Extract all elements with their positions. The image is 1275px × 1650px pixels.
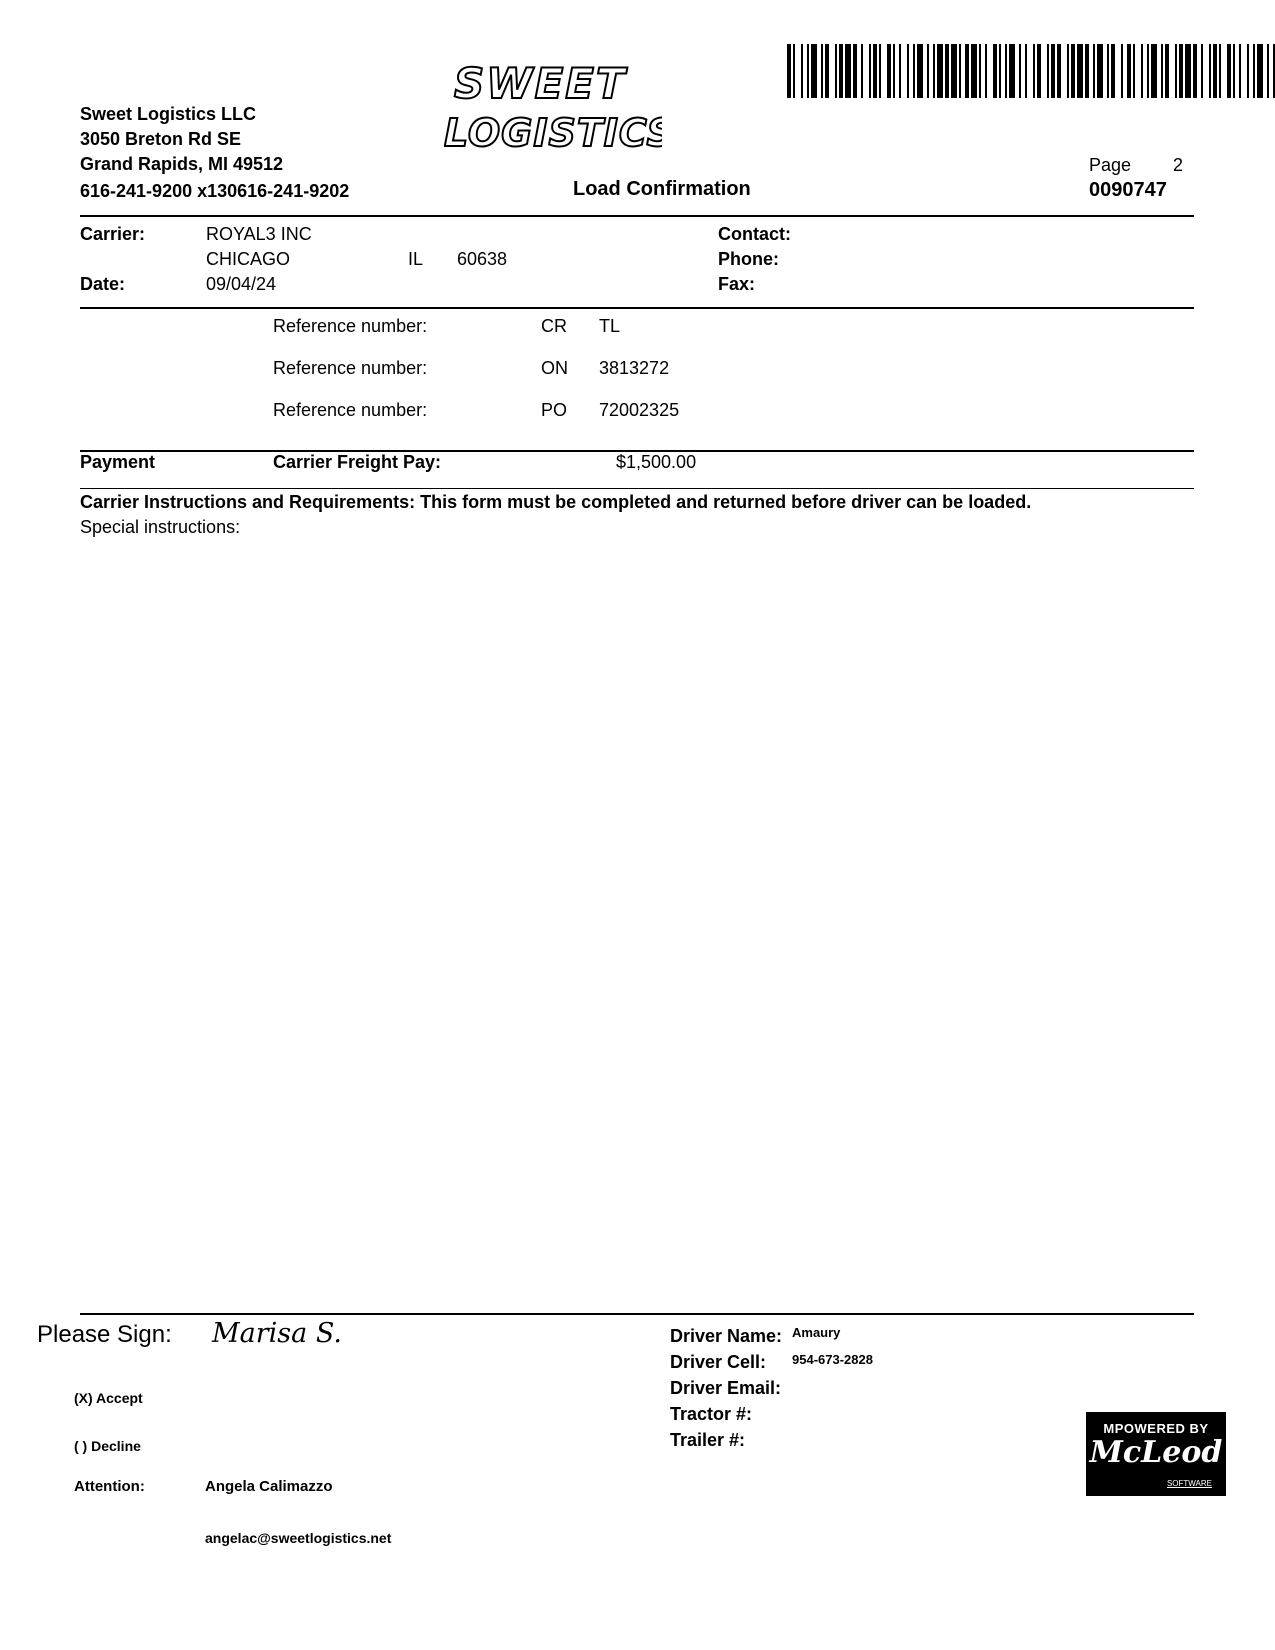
barcode-bar <box>1037 44 1041 98</box>
badge-brand-text: McLeod <box>1089 1435 1223 1470</box>
signature-divider <box>80 1313 1194 1315</box>
barcode-bar <box>999 44 1001 98</box>
carrier-freight-pay-amount: $1,500.00 <box>616 452 697 472</box>
barcode-bar <box>1107 44 1109 98</box>
date-value: 09/04/24 <box>206 274 277 294</box>
barcode-bar <box>869 44 871 98</box>
barcode-bar <box>845 44 851 98</box>
barcode-bar <box>1151 44 1157 98</box>
barcode-bar <box>1141 44 1143 98</box>
barcode-bar <box>1257 44 1263 98</box>
barcode-bar <box>787 44 791 98</box>
carrier-label: Carrier: <box>80 224 146 244</box>
carrier-state: IL <box>408 249 424 269</box>
driver-name-label: Driver Name: <box>670 1326 783 1346</box>
instructions-heading: Carrier Instructions and Requirements: This form must be completed and returned before driver can be loaded. <box>80 492 1032 512</box>
barcode-bar <box>1219 44 1221 98</box>
barcode-bar <box>1185 44 1191 98</box>
header-divider <box>80 215 1194 217</box>
barcode-bar <box>821 44 823 98</box>
reference-type: CR <box>541 316 567 336</box>
payment-label: Payment <box>80 452 156 472</box>
svg-text:SWEET: SWEET <box>454 59 627 108</box>
page-number: 2 <box>1173 155 1184 175</box>
svg-text:LOGISTICS: LOGISTICS <box>444 111 662 155</box>
tractor-label: Tractor #: <box>670 1404 753 1424</box>
barcode-bar <box>1201 44 1203 98</box>
barcode-bar <box>1175 44 1177 98</box>
barcode-bar <box>853 44 857 98</box>
barcode-bar <box>1165 44 1169 98</box>
barcode-bar <box>913 44 915 98</box>
barcode-bar <box>1019 44 1021 98</box>
barcode-bar <box>839 44 843 98</box>
barcode-bar <box>1161 44 1163 98</box>
barcode-bar <box>861 44 863 98</box>
barcode-bar <box>1209 44 1211 98</box>
accept-option[interactable]: (X) Accept <box>74 1390 143 1406</box>
driver-cell: 954-673-2828 <box>792 1352 873 1367</box>
date-label: Date: <box>80 274 126 294</box>
barcode-bar <box>959 44 961 98</box>
carrier-divider <box>80 307 1194 309</box>
barcode-bar <box>893 44 895 98</box>
contact-label: Contact: <box>718 224 791 244</box>
barcode-bar <box>1097 44 1103 98</box>
company-street: 3050 Breton Rd SE <box>80 129 242 149</box>
special-instructions-label: Special instructions: <box>80 517 241 537</box>
barcode-bar <box>1239 44 1241 98</box>
barcode-bar <box>1111 44 1115 98</box>
barcode-bar <box>933 44 935 98</box>
barcode-bar <box>965 44 969 98</box>
barcode-bar <box>1067 44 1069 98</box>
barcode-bar <box>1253 44 1255 98</box>
company-phone-fax: 616-241-9200 x130616-241-9202 <box>80 181 350 201</box>
barcode-bar <box>899 44 901 98</box>
barcode-bar <box>1133 44 1135 98</box>
barcode-bar <box>1047 44 1049 98</box>
barcode-bar <box>1057 44 1061 98</box>
barcode-bar <box>1213 44 1217 98</box>
barcode-bar <box>807 44 809 98</box>
page-title: Load Confirmation <box>573 178 751 200</box>
page-label: Page <box>1089 155 1132 175</box>
barcode-bar <box>927 44 929 98</box>
reference-value: 3813272 <box>599 358 670 378</box>
barcode-bar <box>985 44 987 98</box>
barcode-bar <box>1121 44 1123 98</box>
company-name: Sweet Logistics LLC <box>80 104 257 124</box>
please-sign-label: Please Sign: <box>37 1321 172 1348</box>
company-city: Grand Rapids, MI 49512 <box>80 154 284 174</box>
decline-option[interactable]: ( ) Decline <box>74 1438 141 1454</box>
barcode-bar <box>979 44 981 98</box>
barcode-bar <box>1071 44 1075 98</box>
barcode-bar <box>1179 44 1183 98</box>
carrier-name: ROYAL3 INC <box>206 224 312 244</box>
attention-label: Attention: <box>74 1478 145 1495</box>
barcode-bar <box>879 44 881 98</box>
carrier-freight-pay-label: Carrier Freight Pay: <box>273 452 442 472</box>
reference-value: TL <box>599 316 621 336</box>
payment-divider <box>80 488 1194 489</box>
mcleod-badge <box>1086 1412 1226 1496</box>
barcode-bar <box>1077 44 1083 98</box>
barcode-bar <box>945 44 949 98</box>
barcode-bar <box>1127 44 1131 98</box>
barcode <box>787 44 1275 98</box>
barcode-bar <box>793 44 795 98</box>
barcode-bar <box>1051 44 1055 98</box>
attention-name: Angela Calimazzo <box>205 1478 333 1495</box>
barcode-bar <box>873 44 877 98</box>
barcode-bar <box>971 44 977 98</box>
driver-cell-label: Driver Cell: <box>670 1352 767 1372</box>
barcode-bar <box>1247 44 1249 98</box>
badge-sub-text: SOFTWARE <box>1166 1479 1212 1488</box>
driver-name: Amaury <box>792 1325 841 1340</box>
barcode-bar <box>937 44 943 98</box>
barcode-bar <box>951 44 957 98</box>
barcode-bar <box>993 44 997 98</box>
reference-type: PO <box>541 400 568 420</box>
barcode-bar <box>1147 44 1149 98</box>
sweet-logistics-logo <box>444 54 662 156</box>
barcode-bar <box>1025 44 1027 98</box>
barcode-bar <box>1233 44 1235 98</box>
reference-label: Reference number: <box>273 400 428 420</box>
barcode-bar <box>1085 44 1089 98</box>
barcode-bar <box>887 44 891 98</box>
barcode-bar <box>835 44 837 98</box>
phone-label: Phone: <box>718 249 779 269</box>
barcode-bar <box>811 44 817 98</box>
barcode-bar <box>1033 44 1035 98</box>
barcode-bar <box>1267 44 1269 98</box>
carrier-zip: 60638 <box>457 249 508 269</box>
reference-label: Reference number: <box>273 316 428 336</box>
fax-label: Fax: <box>718 274 756 294</box>
barcode-bar <box>1093 44 1095 98</box>
barcode-bar <box>917 44 923 98</box>
barcode-bar <box>1227 44 1231 98</box>
trailer-label: Trailer #: <box>670 1430 746 1450</box>
barcode-bar <box>801 44 803 98</box>
load-number: 0090747 <box>1089 179 1167 201</box>
attention-email: angelac@sweetlogistics.net <box>205 1530 392 1546</box>
barcode-bar <box>1005 44 1007 98</box>
barcode-bar <box>825 44 829 98</box>
reference-value: 72002325 <box>599 400 680 420</box>
signature: Marisa S. <box>212 1318 342 1349</box>
carrier-city: CHICAGO <box>206 249 291 269</box>
barcode-bar <box>1193 44 1197 98</box>
barcode-bar <box>1009 44 1015 98</box>
reference-label: Reference number: <box>273 358 428 378</box>
driver-email-label: Driver Email: <box>670 1378 782 1398</box>
badge-top-text: MPOWERED BY <box>1103 1421 1209 1436</box>
reference-type: ON <box>541 358 568 378</box>
barcode-bar <box>907 44 909 98</box>
